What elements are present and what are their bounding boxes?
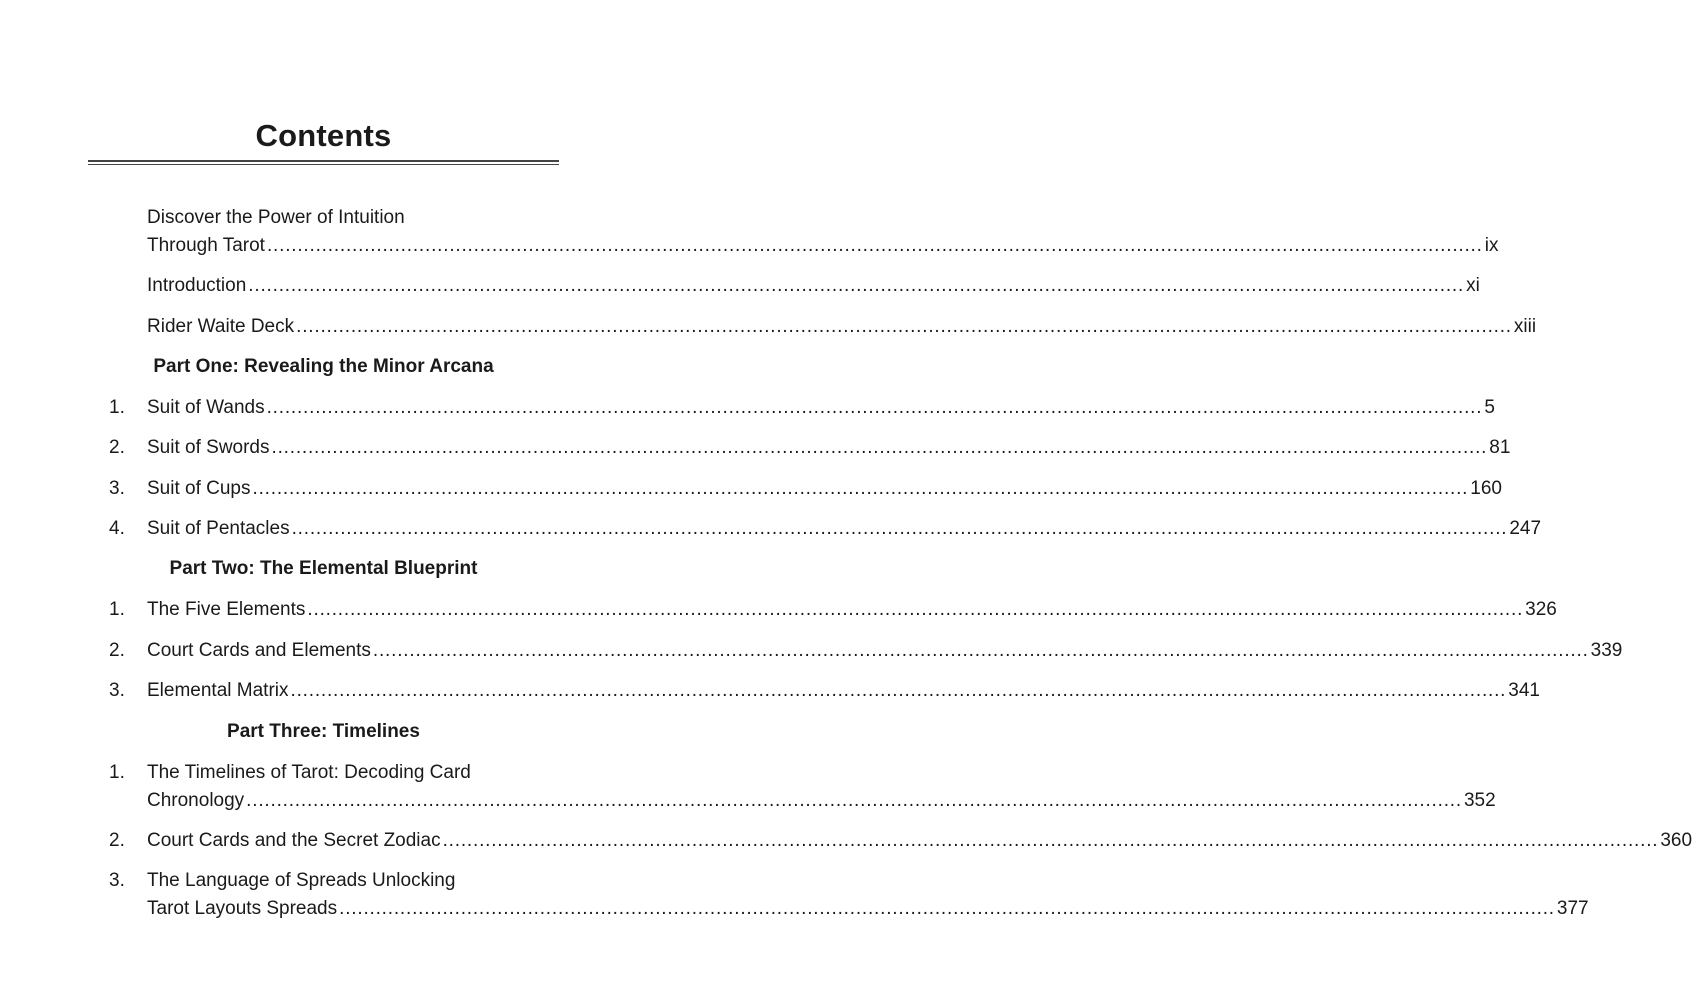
toc-entry-text: The Five Elements xyxy=(147,599,306,620)
chapter-number: 2. xyxy=(109,437,125,458)
toc-entry-p1-c1[interactable] xyxy=(147,396,1495,420)
toc-entry-p1-c4[interactable] xyxy=(147,517,1542,541)
toc-entry-text: Chronology xyxy=(147,790,245,811)
page-number: 5 xyxy=(1484,397,1495,418)
page-number: 352 xyxy=(1463,790,1496,811)
leader-dots: ........................................................................................................................................................................................................ xyxy=(339,898,1555,919)
chapter-number: 1. xyxy=(109,762,125,783)
toc-entry-front-1-line1[interactable] xyxy=(147,206,405,230)
leader-dots: ........................................................................................................................................................................................................ xyxy=(307,599,1524,620)
toc-entry-text: Suit of Swords xyxy=(147,437,270,458)
chapter-number: 4. xyxy=(109,518,125,539)
chapter-number: 1. xyxy=(109,397,125,418)
chapter-number: 1. xyxy=(109,599,125,620)
toc-entry-p3-c3[interactable] xyxy=(147,897,1589,921)
toc-entry-text: Discover the Power of Intuition xyxy=(147,207,405,228)
leader-dots: ........................................................................................................................................................................................................ xyxy=(248,275,1465,296)
toc-entry-p1-c2[interactable] xyxy=(147,436,1511,460)
toc-entry-p3-c1-line1[interactable] xyxy=(147,761,471,785)
page-number: 247 xyxy=(1509,518,1542,539)
toc-entry-text: Introduction xyxy=(147,275,247,296)
chapter-number: 2. xyxy=(109,830,125,851)
part-heading-3: Part Three: Timelines xyxy=(227,721,420,742)
toc-entry-front-1[interactable] xyxy=(147,234,1499,258)
leader-dots: ........................................................................................................................................................................................................ xyxy=(266,397,1483,418)
part-heading-2: Part Two: The Elemental Blueprint xyxy=(169,558,478,579)
chapter-number: 3. xyxy=(109,680,125,701)
leader-dots: ........................................................................................................................................................................................................ xyxy=(296,316,1512,337)
part-heading-1: Part One: Revealing the Minor Arcana xyxy=(153,356,494,377)
leader-dots: ........................................................................................................................................................................................................ xyxy=(291,518,1508,539)
page-number: 81 xyxy=(1489,437,1511,458)
toc-entry-text: Elemental Matrix xyxy=(147,680,289,701)
toc-entry-text: The Timelines of Tarot: Decoding Card xyxy=(147,762,471,783)
leader-dots: ........................................................................................................................................................................................................ xyxy=(266,235,1483,256)
page-number: 339 xyxy=(1590,640,1623,661)
leader-dots: ........................................................................................................................................................................................................ xyxy=(271,437,1488,458)
chapter-number: 3. xyxy=(109,478,125,499)
leader-dots: ........................................................................................................................................................................................................ xyxy=(290,680,1507,701)
toc-entry-text: Through Tarot xyxy=(147,235,265,256)
page-number: xiii xyxy=(1513,316,1537,337)
toc-entry-text: Rider Waite Deck xyxy=(147,316,295,337)
page-number: 360 xyxy=(1660,830,1692,851)
page-number: ix xyxy=(1484,235,1499,256)
page-number: xi xyxy=(1466,275,1480,296)
toc-entry-text: Suit of Cups xyxy=(147,478,251,499)
toc-entry-text: Court Cards and Elements xyxy=(147,640,371,661)
toc-entry-text: Court Cards and the Secret Zodiac xyxy=(147,830,441,851)
toc-entry-p3-c3-line1[interactable] xyxy=(147,869,455,893)
toc-entry-text: The Language of Spreads Unlocking xyxy=(147,870,456,891)
chapter-number: 2. xyxy=(109,640,125,661)
toc-entry-p2-c2[interactable] xyxy=(147,639,1623,663)
page-number: 326 xyxy=(1525,599,1557,620)
toc-entry-p2-c3[interactable] xyxy=(147,679,1540,703)
toc-entry-front-2[interactable] xyxy=(147,274,1480,298)
leader-dots: ........................................................................................................................................................................................................ xyxy=(442,830,1659,851)
leader-dots: ........................................................................................................................................................................................................ xyxy=(246,790,1462,811)
chapter-number: 3. xyxy=(109,870,125,891)
toc-entry-text: Suit of Pentacles xyxy=(147,518,290,539)
page-number: 341 xyxy=(1508,680,1540,701)
leader-dots: ........................................................................................................................................................................................................ xyxy=(252,478,1469,499)
toc-entry-p3-c1[interactable] xyxy=(147,789,1496,813)
toc-entry-p3-c2[interactable] xyxy=(147,829,1692,853)
leader-dots: ........................................................................................................................................................................................................ xyxy=(372,640,1589,661)
toc-entry-text: Suit of Wands xyxy=(147,397,265,418)
toc-entry-text: Tarot Layouts Spreads xyxy=(147,898,338,919)
page-number: 377 xyxy=(1556,898,1589,919)
page-number: 160 xyxy=(1470,478,1502,499)
toc-entry-front-3[interactable] xyxy=(147,315,1537,339)
toc-entry-p2-c1[interactable] xyxy=(147,598,1557,622)
page-title: Contents xyxy=(255,118,392,153)
toc-entry-p1-c3[interactable] xyxy=(147,477,1502,501)
title-divider xyxy=(88,160,559,165)
